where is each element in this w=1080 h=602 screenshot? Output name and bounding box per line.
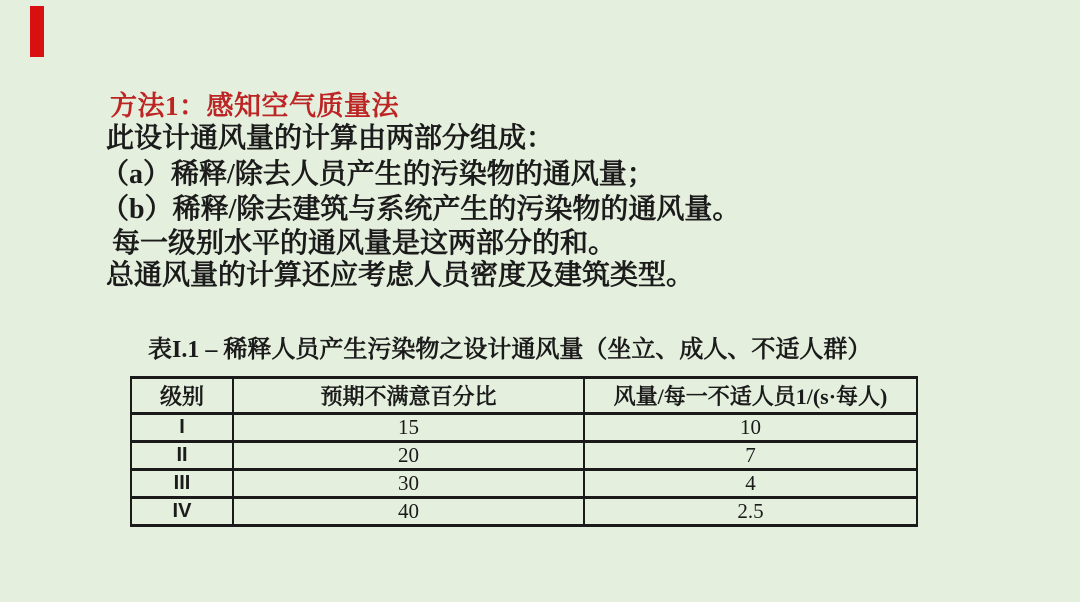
table-row (131, 414, 917, 442)
level-cell: III (131, 470, 233, 498)
slide-title: 方法1：感知空气质量法 (110, 91, 399, 121)
value-cell: 10 (584, 414, 917, 442)
table-header-row (131, 378, 917, 414)
table-caption: 表I.1 – 稀释人员产生污染物之设计通风量（坐立、成人、不适人群） (148, 337, 872, 363)
body-line-item-b: （b）稀释/除去建筑与系统产生的污染物的通风量。 (101, 194, 741, 225)
table-row (131, 442, 917, 470)
body-line-total-note: 总通风量的计算还应考虑人员密度及建筑类型。 (106, 260, 695, 291)
col-header-airflow-rate: 风量/每一不适人员1/(s·每人) (584, 378, 917, 414)
value-cell: 40 (233, 498, 584, 526)
col-header-dissatisfied-pct: 预期不满意百分比 (233, 378, 584, 414)
table-row (131, 498, 917, 526)
level-cell: I (131, 414, 233, 442)
body-line-item-a: （a）稀释/除去人员产生的污染物的通风量； (101, 159, 655, 190)
value-cell: 15 (233, 414, 584, 442)
body-line-intro: 此设计通风量的计算由两部分组成： (106, 123, 555, 154)
value-cell: 2.5 (584, 498, 917, 526)
value-cell: 30 (233, 470, 584, 498)
table-row (131, 470, 917, 498)
value-cell: 4 (584, 470, 917, 498)
level-cell: IV (131, 498, 233, 526)
ventilation-table (130, 376, 918, 527)
value-cell: 7 (584, 442, 917, 470)
col-header-level: 级别 (131, 378, 233, 414)
level-cell: II (131, 442, 233, 470)
red-accent-bar (30, 6, 44, 57)
body-line-sum: 每一级别水平的通风量是这两部分的和。 (112, 228, 617, 259)
value-cell: 20 (233, 442, 584, 470)
